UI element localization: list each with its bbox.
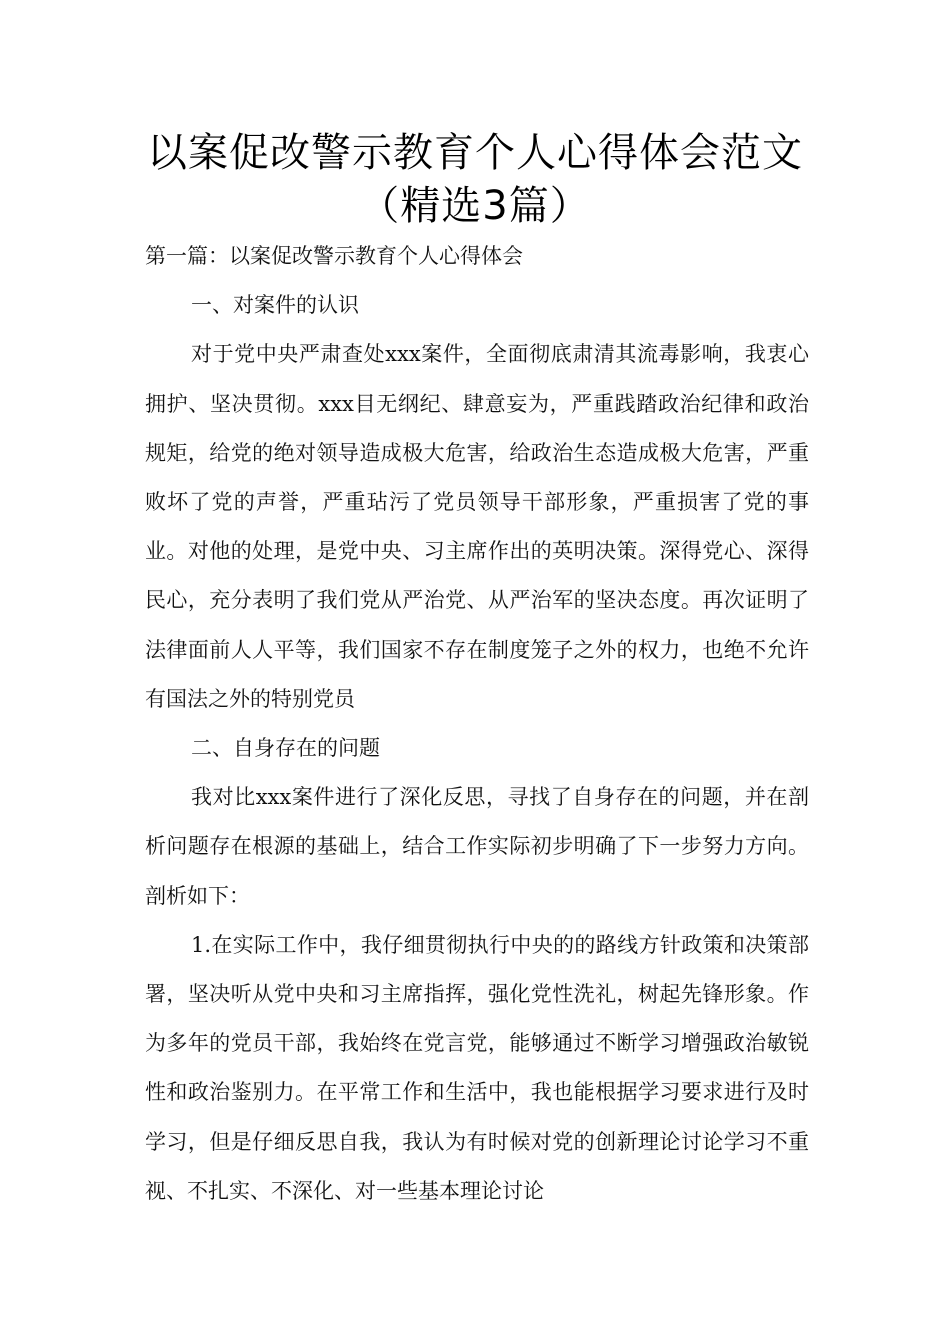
- document-title: 以案促改警示教育个人心得体会范文: [147, 130, 803, 176]
- section2-heading: 二、自身存在的问题: [191, 736, 380, 761]
- section1-paragraph: 对于党中央严肃查处xxx案件，全面彻底肃清其流毒影响，我衷心拥护、坚决贯彻。xxx目无纲纪、肆意妄为，严重践踏政治纪律和政治规矩，给党的绝对领导造成极大危害，给政治生态造成极大危害，严重败坏了党的声誉，严重玷污了党员领导干部形象，严重损害了党的事业。对他的处理，是党中央、习主席作出的英明决策。深得党心、深得民心，充分表明了我们党从严治党、从严治军的坚决态度。再次证明了法律面前人人平等，我们国家不存在制度笼子之外的权力，也绝不允许有国法之外的特别党员: [145, 342, 809, 711]
- document-body: [145, 232, 809, 1216]
- part-heading: 第一篇：以案促改警示教育个人心得体会: [145, 244, 523, 268]
- section1-heading: 一、对案件的认识: [191, 293, 359, 318]
- item1-paragraph: 1.在实际工作中，我仔细贯彻执行中央的的路线方针政策和决策部署，坚决听从党中央和习主席指挥，强化党性洗礼，树起先锋形象。作为多年的党员干部，我始终在党言党，能够通过不断学习增强政治敏锐性和政治鉴别力。在平常工作和生活中，我也能根据学习要求进行及时学习，但是仔细反思自我，我认为有时候对党的创新理论讨论学习不重视、不扎实、不深化、对一些基本理论讨论: [145, 932, 809, 1203]
- document-subtitle: （精选3篇）: [359, 183, 591, 229]
- section2-paragraph: 我对比xxx案件进行了深化反思，寻找了自身存在的问题，并在剖析问题存在根源的基础上，结合工作实际初步明确了下一步努力方向。剖析如下：: [145, 785, 809, 908]
